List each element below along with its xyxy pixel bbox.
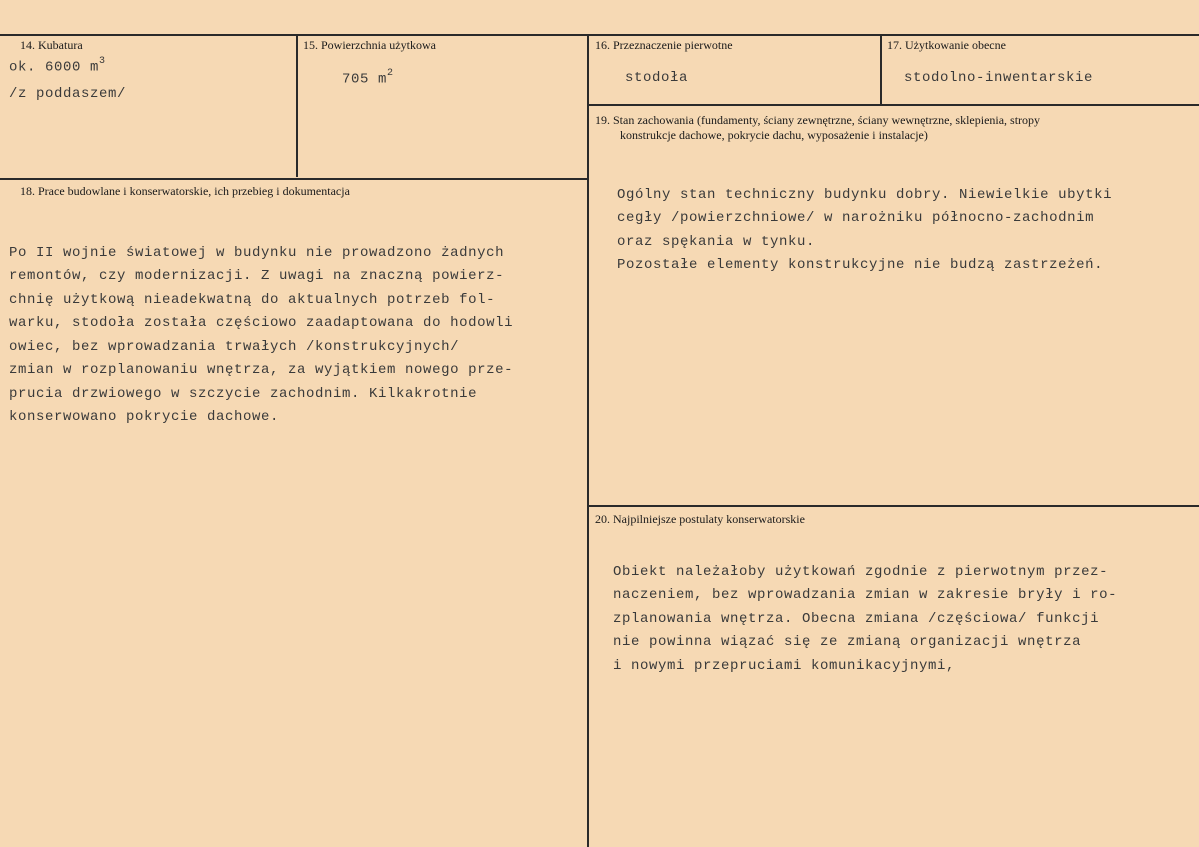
field-20-label: 20. Najpilniejsze postulaty konserwatorskie <box>595 512 805 526</box>
text-line: Po II wojnie światowej w budynku nie prowadzono żadnych <box>9 244 505 261</box>
field-16-value: stodoła <box>625 70 689 86</box>
volume-unit-exponent: 3 <box>99 56 106 67</box>
text-line: oraz spękania w tynku. <box>617 233 816 250</box>
text-line: nie powinna wiązać się ze zmianą organizacji wnętrza <box>613 634 1082 650</box>
area-unit-exponent: 2 <box>387 68 394 79</box>
field-15-label: 15. Powierzchnia użytkowa <box>303 38 436 52</box>
text-line: naczeniem, bez wprowadzania zmian w zakresie bryły i ro- <box>613 587 1118 603</box>
field-17-label: 17. Użytkowanie obecne <box>887 38 1006 52</box>
divider-under-16-17 <box>587 104 1199 106</box>
field-17-value: stodolno-inwentarskie <box>904 70 1094 86</box>
field-16-label: 16. Przeznaczenie pierwotne <box>595 38 733 52</box>
text-line: Obiekt należałoby użytkowań zgodnie z pierwotnym przez- <box>613 563 1109 580</box>
field-19-label-line2: konstrukcje dachowe, pokrycie dachu, wyposażenie i instalacje) <box>620 128 928 142</box>
text-line: cegły /powierzchniowe/ w narożniku północno-zachodnim <box>617 210 1095 226</box>
field-14-label: 14. Kubatura <box>20 38 83 52</box>
field-20-text <box>613 537 1117 725</box>
field-14-value <box>9 58 106 76</box>
field-18-label: 18. Prace budowlane i konserwatorskie, ich przebieg i dokumentacja <box>20 184 350 198</box>
divider-above-20 <box>587 505 1199 507</box>
field-15-value <box>342 70 394 88</box>
text-line: i nowymi przepruciami komunikacyjnymi, <box>613 657 956 674</box>
divider-above-18 <box>0 178 589 180</box>
text-line: zplanowania wnętrza. Obecna zmiana /częściowa/ funkcji <box>613 610 1100 627</box>
field-19-text <box>617 160 1112 325</box>
text-line: warku, stodoła została częściowo zaadaptowana do hodowli <box>9 315 514 331</box>
area-text: 705 m <box>342 71 388 88</box>
field-14-note: /z poddaszem/ <box>9 86 127 102</box>
text-line: chnię użytkową nieadekwatną do aktualnych potrzeb fol- <box>9 291 496 308</box>
divider-14-15 <box>296 34 298 177</box>
text-line: Ogólny stan techniczny budynku dobry. Niewielkie ubytki <box>617 186 1113 203</box>
field-19-label-line1: 19. Stan zachowania (fundamenty, ściany zewnętrzne, ściany wewnętrzne, sklepienia, stropy <box>595 113 1041 127</box>
divider-16-17 <box>880 34 882 104</box>
center-divider <box>587 34 589 847</box>
field-18-text <box>9 218 513 477</box>
text-line: zmian w rozplanowaniu wnętrza, za wyjątkiem nowego prze- <box>9 362 514 378</box>
text-line: owiec, bez wprowadzania trwałych /konstrukcyjnych/ <box>9 338 460 355</box>
text-line: konserwowano pokrycie dachowe. <box>9 409 280 425</box>
text-line: Pozostałe elementy konstrukcyjne nie budzą zastrzeżeń. <box>617 257 1104 273</box>
text-line: remontów, czy modernizacji. Z uwagi na znaczną powierz- <box>9 268 505 284</box>
top-border <box>0 34 1199 36</box>
text-line: prucia drzwiowego w szczycie zachodnim. Kilkakrotnie <box>9 385 478 402</box>
volume-text: ok. 6000 m <box>9 59 100 76</box>
